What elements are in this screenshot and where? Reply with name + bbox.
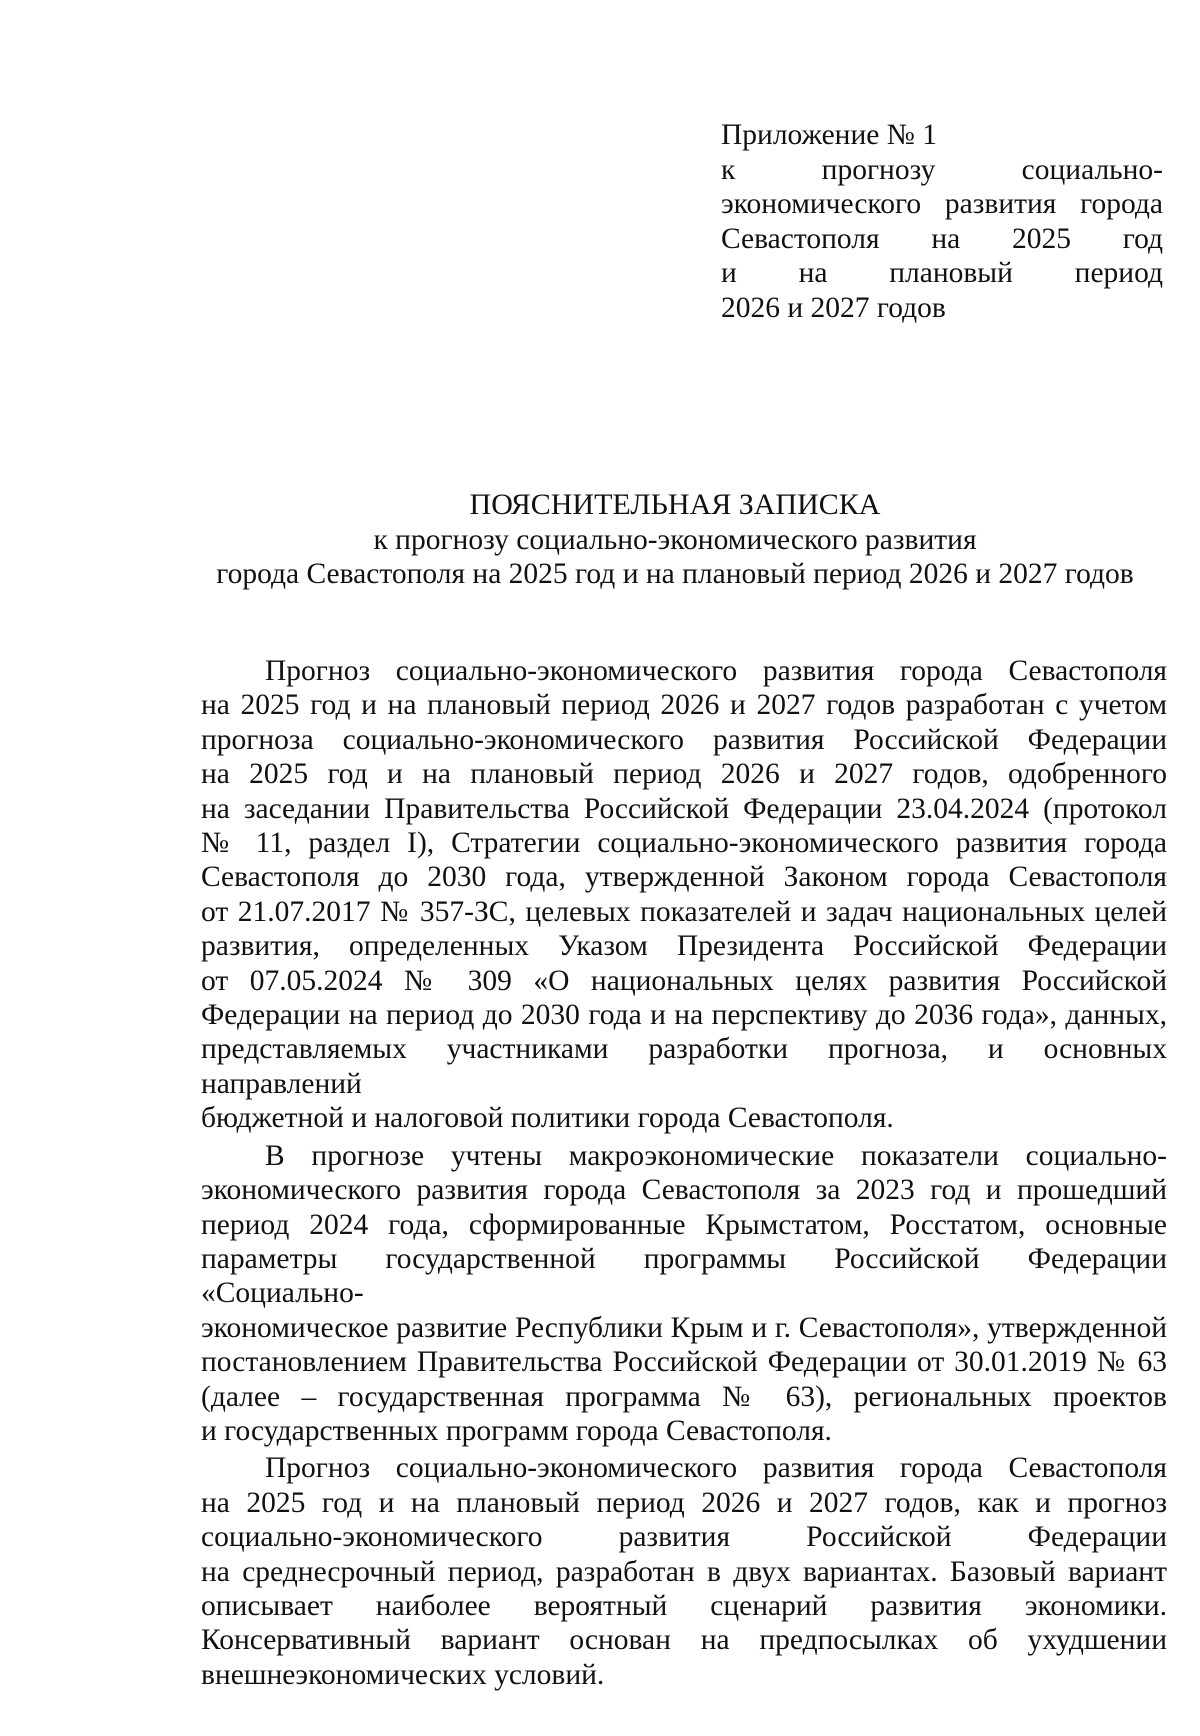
paragraph-line: Севастополя до 2030 года, утвержденной Законом города Севастополя — [201, 861, 1167, 894]
paragraph-3 — [201, 1451, 1167, 1692]
paragraph-line: и государственных программ города Севастополя. — [201, 1414, 832, 1447]
document-title — [180, 488, 1170, 592]
appendix-line: к прогнозу социально- — [721, 153, 1163, 186]
paragraph-line: экономического развития города Севастополя за 2023 год и прошедший — [201, 1174, 1167, 1207]
paragraph-line: на среднесрочный период, разработан в двух вариантах. Базовый вариант — [201, 1555, 1167, 1588]
paragraph-line: период 2024 года, сформированные Крымстатом, Росстатом, основные — [201, 1208, 1167, 1241]
title-subtitle-line: к прогнозу социально-экономического развития — [373, 523, 977, 556]
paragraph-line: описывает наиболее вероятный сценарий развития экономики. — [201, 1589, 1167, 1622]
title-subtitle-line: города Севастополя на 2025 год и на плановый период 2026 и 2027 годов — [216, 558, 1134, 590]
paragraph-line: на 2025 год и на плановый период 2026 и 2027 годов разработан с учетом — [201, 689, 1167, 722]
paragraph-line: от 07.05.2024 № 309 «О национальных целях развития Российской — [201, 964, 1167, 997]
appendix-line: 2026 и 2027 годов — [721, 291, 946, 324]
paragraph-line: Консервативный вариант основан на предпосылках об ухудшении — [201, 1624, 1167, 1657]
paragraph-line: параметры государственной программы Российской Федерации «Социально- — [201, 1242, 1167, 1310]
appendix-line: Севастополя на 2025 год — [721, 222, 1163, 255]
paragraph-line: бюджетной и налоговой политики города Севастополя. — [201, 1102, 894, 1135]
appendix-line: экономического развития города — [721, 188, 1163, 221]
body-text — [201, 654, 1167, 1695]
paragraph-line: социально-экономического развития Российской Федерации — [201, 1521, 1167, 1554]
paragraph-line: Прогноз социально-экономического развития города Севастополя — [265, 1452, 1167, 1485]
paragraph-line: представляемых участниками разработки прогноза, и основных направлений — [201, 1033, 1167, 1100]
title-heading: ПОЯСНИТЕЛЬНАЯ ЗАПИСКА — [469, 488, 881, 521]
paragraph-line: развития, определенных Указом Президента Российской Федерации — [201, 930, 1167, 963]
paragraph-line: В прогнозе учтены макроэкономические показатели социально- — [265, 1139, 1167, 1172]
paragraph-line: прогноза социально-экономического развития Российской Федерации — [201, 723, 1167, 756]
appendix-reference — [721, 118, 1163, 326]
paragraph-line: на 2025 год и на плановый период 2026 и 2027 годов, одобренного — [201, 758, 1167, 791]
paragraph-line: № 11, раздел I), Стратегии социально-экономического развития города — [201, 827, 1167, 860]
appendix-line: и на плановый период — [721, 257, 1163, 290]
paragraph-line: на 2025 год и на плановый период 2026 и 2027 годов, как и прогноз — [201, 1486, 1167, 1519]
paragraph-line: от 21.07.2017 № 357-ЗС, целевых показателей и задач национальных целей — [201, 895, 1167, 928]
paragraph-line: Федерации на период до 2030 года и на перспективу до 2036 года», данных, — [201, 999, 1167, 1032]
paragraph-line: (далее – государственная программа № 63), региональных проектов — [201, 1380, 1167, 1413]
paragraph-line: на заседании Правительства Российской Федерации 23.04.2024 (протокол — [201, 792, 1167, 825]
paragraph-line: постановлением Правительства Российской Федерации от 30.01.2019 № 63 — [201, 1346, 1167, 1379]
appendix-number: Приложение № 1 — [721, 119, 937, 151]
paragraph-line: Прогноз социально-экономического развития города Севастополя — [265, 655, 1167, 687]
paragraph-line: экономическое развитие Республики Крым и г. Севастополя», утвержденной — [201, 1311, 1167, 1344]
paragraph-line: внешнеэкономических условий. — [201, 1658, 605, 1691]
paragraph-1 — [201, 654, 1167, 1136]
paragraph-2 — [201, 1139, 1167, 1449]
